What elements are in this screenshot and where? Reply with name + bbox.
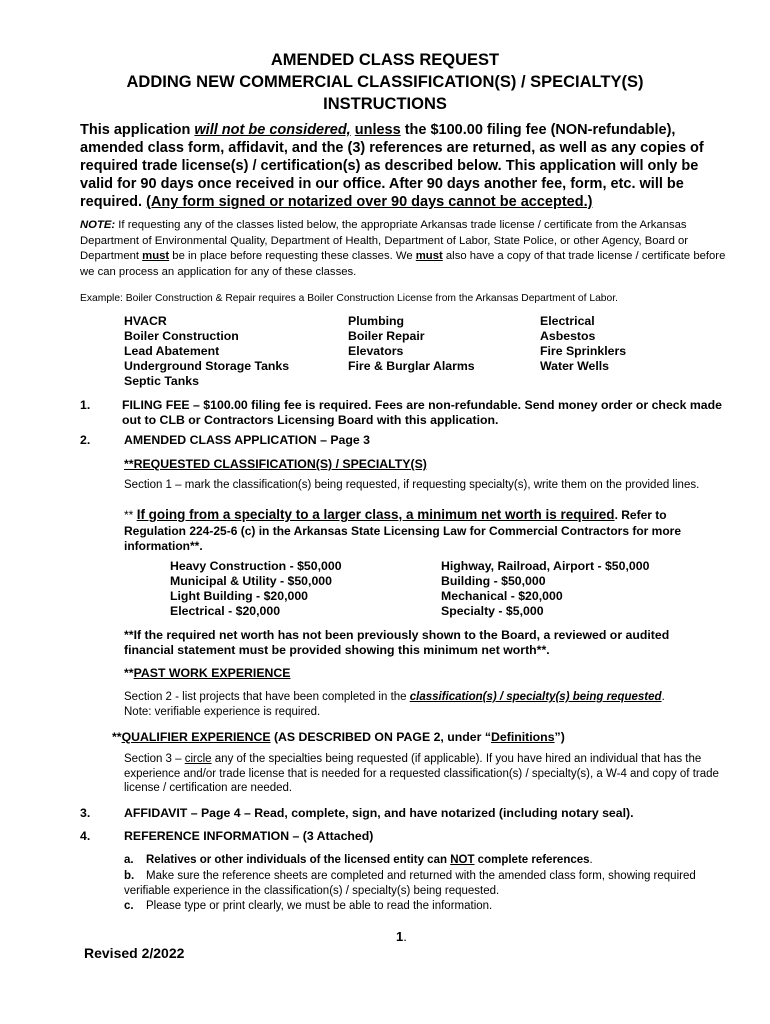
class-item: HVACR <box>124 314 167 328</box>
net-worth-note: **If the required net worth has not been previously shown to the Board, a reviewed or audited financial statement must be provided showing this minimum net worth**. <box>124 628 670 657</box>
classes-column-3 <box>540 314 626 374</box>
larger-class-note: ** If going from a specialty to a larger class, a minimum net worth is required. Refer to Regulation 224-25-6 (c) in the Arkansas State Licensing Law for Commercial Contractors for more information**. <box>124 507 682 553</box>
item-3-text: AFFIDAVIT – Page 4 – Read, complete, sign, and have notarized (including notary seal). <box>124 806 634 820</box>
class-item: Lead Abatement <box>124 344 220 358</box>
class-item: Boiler Repair <box>348 329 425 343</box>
net-worth-item: Mechanical - $20,000 <box>441 589 563 603</box>
class-item: Boiler Construction <box>124 329 239 343</box>
page-number: 1. <box>396 929 407 944</box>
item-1-number: 1. <box>80 398 91 412</box>
reference-item-c: c. Please type or print clearly, we must be able to read the information. <box>124 900 493 912</box>
revised-date: Revised 2/2022 <box>84 945 185 961</box>
section-2-text: Section 2 - list projects that have been completed in the classification(s) / specialty(s) being requested. Note: verifiable experience is required. <box>124 691 665 718</box>
net-worth-item: Specialty - $5,000 <box>441 604 544 618</box>
item-3-number: 3. <box>80 806 91 820</box>
section-3-text: Section 3 – circle any of the specialties being requested (if applicable). If you have hired an individual that has the experience and/or trade license that is needed for a requested classification(s) / specialty(s), a W-4 and copy of trade license / certification are needed. <box>124 753 719 794</box>
net-worth-item: Heavy Construction - $50,000 <box>170 559 342 573</box>
item-4-text: REFERENCE INFORMATION – (3 Attached) <box>124 829 374 843</box>
class-item: Elevators <box>348 344 404 358</box>
doc-title-line1: AMENDED CLASS REQUEST <box>270 51 500 69</box>
net-worth-item: Electrical - $20,000 <box>170 604 281 618</box>
net-worth-left-column <box>170 559 342 619</box>
doc-title-line2: ADDING NEW COMMERCIAL CLASSIFICATION(S) / SPECIALTY(S) <box>126 73 644 91</box>
item-4-number: 4. <box>80 829 91 843</box>
net-worth-item: Light Building - $20,000 <box>170 589 309 603</box>
item-2-text: AMENDED CLASS APPLICATION – Page 3 <box>124 433 370 447</box>
doc-title-line3: INSTRUCTIONS <box>323 95 447 113</box>
item-2-number: 2. <box>80 433 91 447</box>
note-paragraph: NOTE: If requesting any of the classes listed below, the appropriate Arkansas trade license / certificate from the Arkansas Department of Environmental Quality, Department of Health, Department of Labor, State Police, or other Agency, Board or Department must be in place before requesting these classes. We must also have a copy of that trade license / certificate before we can process an application for any of these classes. <box>80 219 726 278</box>
qualifier-experience-heading: **QUALIFIER EXPERIENCE (AS DESCRIBED ON PAGE 2, under “Definitions”) <box>112 730 565 744</box>
reference-item-b: b. Make sure the reference sheets are completed and returned with the amended class form, showing required verifiable experience in the classification(s) / specialty(s) being requested. <box>124 870 696 897</box>
past-work-heading: **PAST WORK EXPERIENCE <box>124 666 291 680</box>
class-item: Water Wells <box>540 359 610 373</box>
net-worth-item: Municipal & Utility - $50,000 <box>170 574 332 588</box>
class-item: Fire Sprinklers <box>540 344 627 358</box>
class-item: Septic Tanks <box>124 374 199 388</box>
section-1-text: Section 1 – mark the classification(s) being requested, if requesting specialty(s), write them on the provided lines. <box>124 479 700 491</box>
net-worth-item: Highway, Railroad, Airport - $50,000 <box>441 559 650 573</box>
class-item: Underground Storage Tanks <box>124 359 290 373</box>
classes-column-2 <box>348 314 475 374</box>
intro-paragraph: This application will not be considered, unless the $100.00 filing fee (NON-refundable), amended class form, affidavit, and the (3) references are returned, as well as any copies of required trade license(s) / certification(s) as described below. This application will only be valid for 90 days once received in our office. After 90 days another fee, form, etc. will be required. (Any form signed or notarized over 90 days cannot be accepted.) <box>80 122 704 210</box>
class-item: Asbestos <box>540 329 596 343</box>
class-item: Plumbing <box>348 314 405 328</box>
item-1-text: FILING FEE – $100.00 filing fee is required. Fees are non-refundable. Send money order or check made out to CLB or Contractors Licensing Board with this application. <box>122 398 722 427</box>
net-worth-item: Building - $50,000 <box>441 574 546 588</box>
class-item: Fire & Burglar Alarms <box>348 359 475 373</box>
class-item: Electrical <box>540 314 595 328</box>
classes-column-1 <box>124 314 289 389</box>
net-worth-right-column <box>441 559 649 619</box>
reference-item-a: a. Relatives or other individuals of the licensed entity can NOT complete references. <box>124 854 593 866</box>
requested-classification-heading: **REQUESTED CLASSIFICATION(S) / SPECIALTY(S) <box>124 457 427 471</box>
example-text: Example: Boiler Construction & Repair requires a Boiler Construction License from the Arkansas Department of Labor. <box>80 293 618 304</box>
